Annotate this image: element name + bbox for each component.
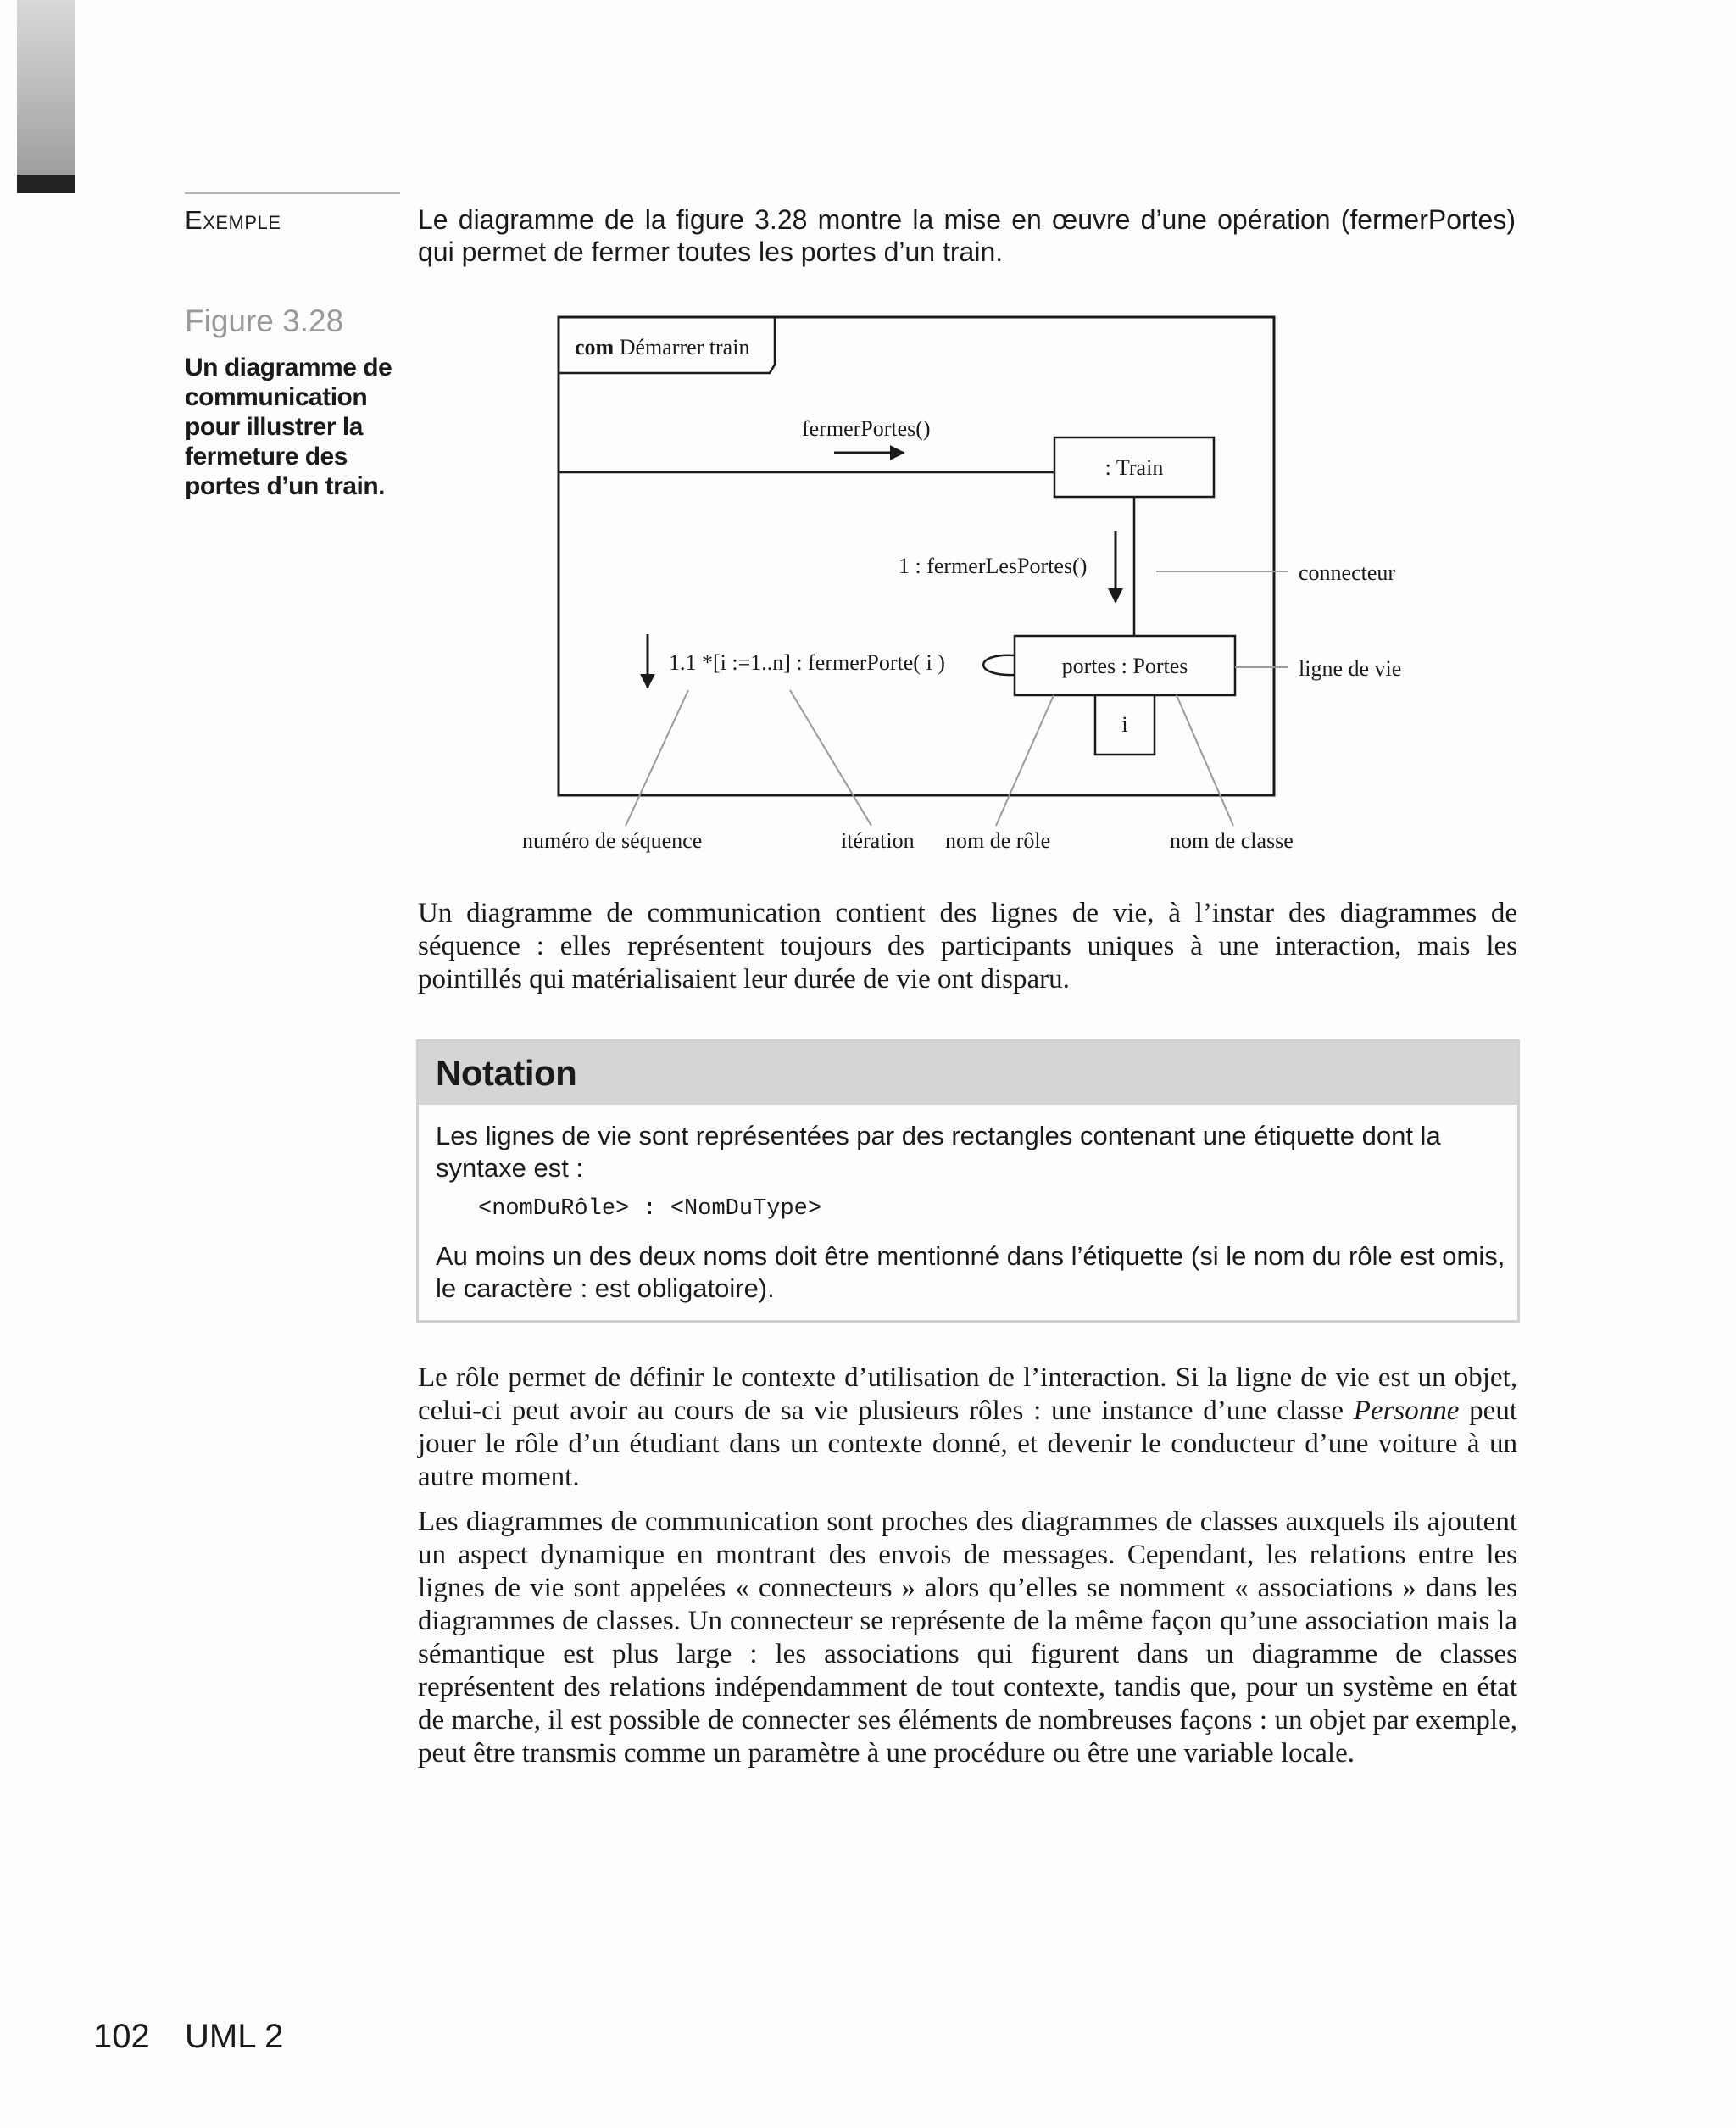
figure-caption: Un diagramme de communication pour illustrer la fermeture des portes d’un train. — [185, 354, 392, 500]
annotation-role: nom de rôle — [945, 828, 1051, 853]
class-annotation-line — [1177, 695, 1233, 826]
annotation-lifeline: ligne de vie — [1299, 656, 1402, 681]
example-text: Le diagramme de la figure 3.28 montre la mise en œuvre d’une opération (fermerPortes) qui permet de fermer toutes les portes d’un train. — [418, 204, 1516, 267]
paragraph-2-text: Le rôle permet de définir le contexte d’utilisation de l’interaction. Si la ligne de vie est un objet, celui-ci peut avoir au cours de sa vie plusieurs rôles : une instance d’une classe — [418, 1362, 1517, 1426]
message-1-label: 1 : fermerLesPortes() — [899, 554, 1088, 578]
page-number: 102 — [93, 2018, 150, 2055]
portes-lifeline-label: portes : Portes — [1061, 654, 1188, 678]
annotation-connector: connecteur — [1299, 560, 1396, 585]
communication-diagram — [509, 305, 1433, 865]
notation-title: Notation — [419, 1042, 1517, 1105]
train-lifeline-label: : Train — [1104, 455, 1164, 480]
self-loop-connector — [983, 655, 1015, 675]
annotation-sequence: numéro de séquence — [522, 828, 703, 853]
notation-text-2: Au moins un des deux noms doit être mentionné dans l’étiquette (si le nom du rôle est omis, le caractère : est obligatoire). — [436, 1241, 1505, 1303]
message-1-1-label: 1.1 *[i :=1..n] : fermerPorte( i ) — [669, 650, 945, 675]
sequence-annotation-line — [626, 690, 688, 826]
paragraph-2 — [418, 1362, 1517, 1494]
message-top-label: fermerPortes() — [802, 416, 931, 441]
paragraph-2-text-end: peut jouer le rôle d’un étudiant dans un contexte donné, et devenir le conducteur d’une voiture à un autre moment. — [418, 1395, 1517, 1492]
annotation-class: nom de classe — [1170, 828, 1294, 853]
notation-code: <nomDuRôle> : <NomDuType> — [478, 1196, 822, 1222]
annotation-iteration: itération — [841, 828, 915, 853]
iteration-annotation-line — [790, 690, 871, 826]
paragraph-3: Les diagrammes de communication sont proches des diagrammes de classes auxquels ils ajoutent un aspect dynamique en montrant des envois de messages. Cependant, les relations entre les lignes de vie sont appelées « connecteurs » alors qu’elles se nomment « associations » dans les diagrammes de classes. Un connecteur se représente de la même façon qu’une association mais la sémantique est plus large : les associations qui figurent dans un diagramme de classes représentent des relations indépendamment de tout contexte, tandis que, pour un système en état de marche, il est possible de connecter ses éléments de nombreuses façons : un objet par exemple, peut être transmis comme un paramètre à une procédure ou être une variable locale. — [418, 1507, 1517, 1769]
paragraph-2-italic: Personne — [1353, 1395, 1460, 1426]
example-label: Exemple — [185, 205, 281, 235]
figure-number: Figure 3.28 — [185, 304, 344, 338]
notation-text-1: Les lignes de vie sont représentées par des rectangles contenant une étiquette dont la syntaxe est : — [436, 1121, 1441, 1183]
notation-box — [416, 1039, 1520, 1323]
example-rule — [185, 192, 400, 194]
qualifier-label: i — [1121, 712, 1128, 737]
book-title: UML 2 — [185, 2018, 284, 2055]
chapter-tab-marker — [17, 0, 75, 193]
frame-label: com Démarrer train — [575, 335, 750, 359]
paragraph-1: Un diagramme de communication contient des lignes de vie, à l’instar des diagrammes de séquence : elles représentent toujours des participants uniques à une interaction, mais les pointillés qui matérialisaient leur durée de vie ont disparu. — [418, 898, 1517, 994]
role-annotation-line — [996, 695, 1054, 826]
